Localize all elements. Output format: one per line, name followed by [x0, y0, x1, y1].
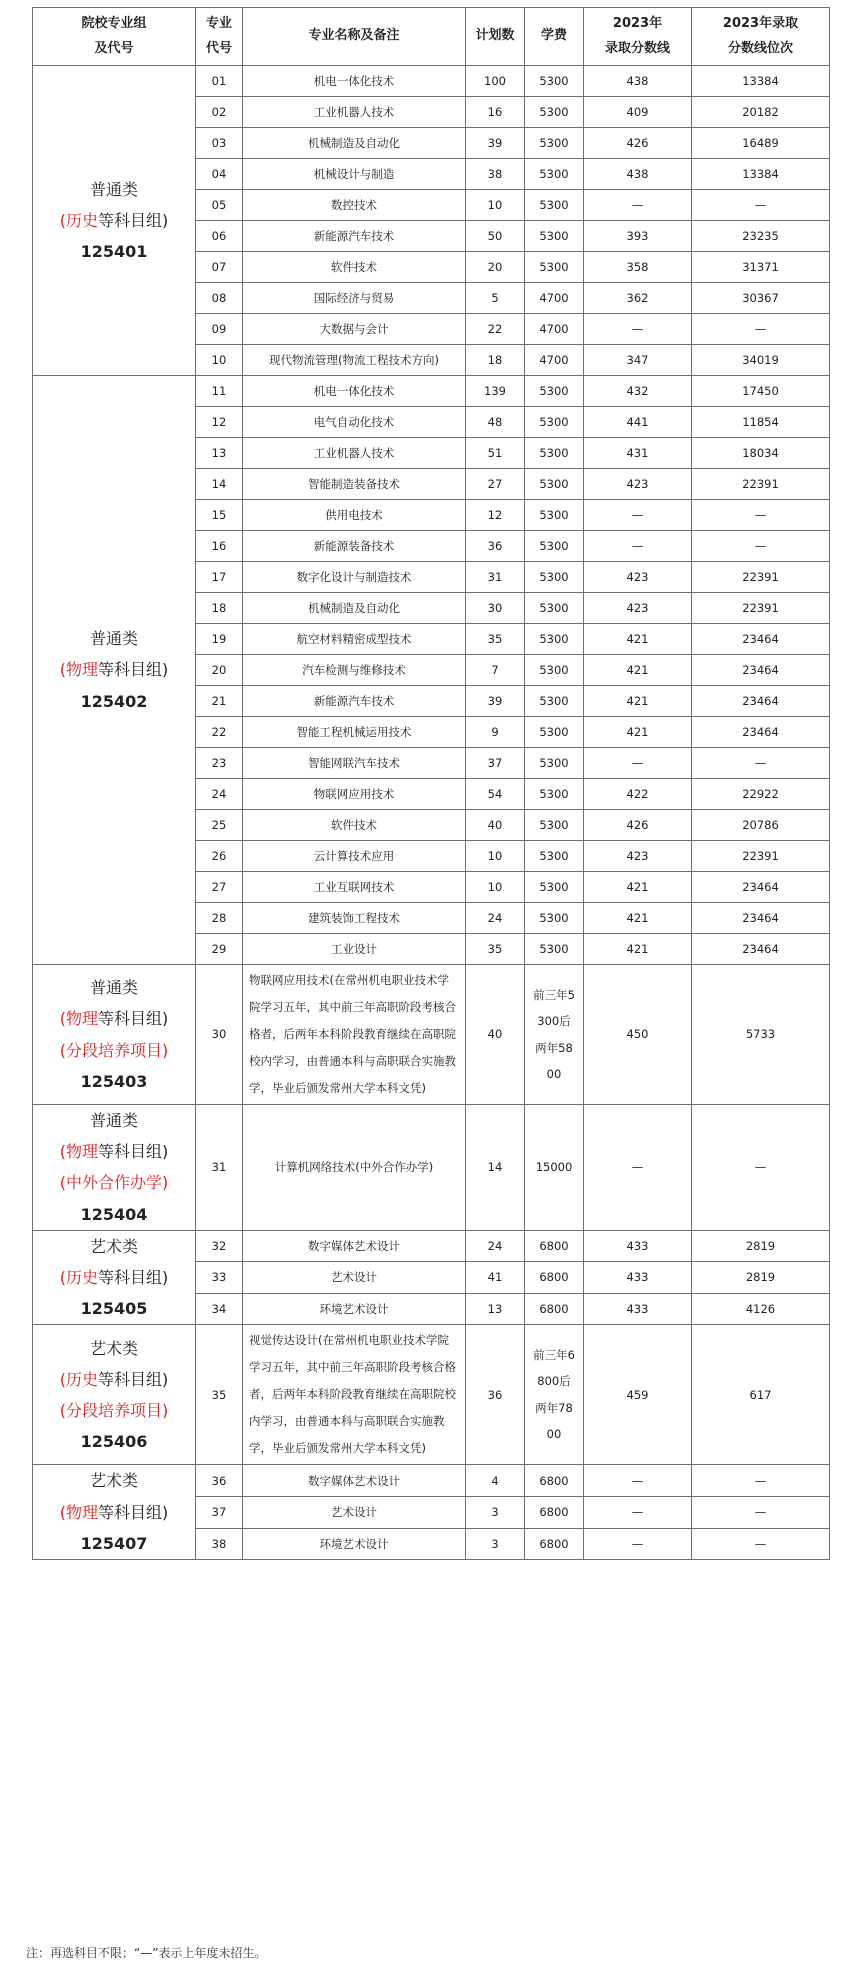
tuition: 5300 — [525, 655, 584, 686]
score-2023: — — [584, 1496, 692, 1528]
score-2023: 432 — [584, 376, 692, 407]
tuition: 6800 — [525, 1465, 584, 1497]
table-row — [33, 1465, 830, 1497]
group-subject — [35, 1364, 193, 1395]
plan-count: 38 — [466, 159, 525, 190]
plan-count: 39 — [466, 686, 525, 717]
rank-2023: 23464 — [692, 903, 830, 934]
rank-2023: 2819 — [692, 1230, 830, 1262]
score-2023: 433 — [584, 1230, 692, 1262]
plan-count: 9 — [466, 717, 525, 748]
rank-2023: 13384 — [692, 159, 830, 190]
major-name: 大数据与会计 — [243, 314, 466, 345]
rank-2023: — — [692, 314, 830, 345]
group-category: 普通类 — [89, 1111, 138, 1131]
major-name: 工业机器人技术 — [243, 97, 466, 128]
group-cell — [33, 1105, 196, 1231]
major-name: 机电一体化技术 — [243, 66, 466, 97]
major-code: 16 — [196, 531, 243, 562]
plan-count: 20 — [466, 252, 525, 283]
plan-count: 39 — [466, 128, 525, 159]
major-code: 17 — [196, 562, 243, 593]
plan-count: 10 — [466, 841, 525, 872]
tuition: 6800 — [525, 1262, 584, 1294]
tuition: 5300 — [525, 903, 584, 934]
group-extra: (中外合作办学) — [59, 1173, 169, 1193]
major-code: 28 — [196, 903, 243, 934]
score-2023: 421 — [584, 934, 692, 965]
group-cell — [33, 1465, 196, 1560]
tuition: 前三年6800后两年7800 — [525, 1325, 584, 1465]
major-name: 软件技术 — [243, 252, 466, 283]
rank-2023: — — [692, 531, 830, 562]
plan-count: 31 — [466, 562, 525, 593]
score-2023: 426 — [584, 810, 692, 841]
group-code: 125405 — [80, 1299, 148, 1319]
rank-2023: 23464 — [692, 717, 830, 748]
score-2023: 423 — [584, 469, 692, 500]
group-subject — [35, 1262, 193, 1293]
plan-count: 16 — [466, 97, 525, 128]
rank-2023: 13384 — [692, 66, 830, 97]
header-score: 2023年 录取分数线 — [584, 8, 692, 66]
header-group: 院校专业组 及代号 — [33, 8, 196, 66]
major-name: 数字媒体艺术设计 — [243, 1465, 466, 1497]
plan-count: 13 — [466, 1293, 525, 1325]
score-2023: 409 — [584, 97, 692, 128]
rank-2023: — — [692, 1528, 830, 1560]
table-row — [33, 1230, 830, 1262]
major-code: 24 — [196, 779, 243, 810]
group-category: 艺术类 — [89, 1471, 138, 1491]
tuition: 5300 — [525, 252, 584, 283]
table-row — [33, 1325, 830, 1465]
plan-count: 100 — [466, 66, 525, 97]
major-name: 新能源装备技术 — [243, 531, 466, 562]
tuition: 5300 — [525, 562, 584, 593]
rank-2023: 17450 — [692, 376, 830, 407]
plan-count: 24 — [466, 1230, 525, 1262]
group-category: 普通类 — [89, 978, 138, 998]
major-code: 33 — [196, 1262, 243, 1294]
plan-count: 37 — [466, 748, 525, 779]
plan-count: 48 — [466, 407, 525, 438]
group-subject-rest: 等科目组) — [98, 1369, 169, 1389]
table-row — [33, 965, 830, 1105]
group-subject-primary: (历史 — [59, 1268, 98, 1288]
score-2023: 426 — [584, 128, 692, 159]
tuition: 5300 — [525, 531, 584, 562]
score-2023: — — [584, 1465, 692, 1497]
rank-2023: 20182 — [692, 97, 830, 128]
plan-count: 139 — [466, 376, 525, 407]
major-code: 36 — [196, 1465, 243, 1497]
plan-count: 4 — [466, 1465, 525, 1497]
tuition: 5300 — [525, 128, 584, 159]
major-name: 新能源汽车技术 — [243, 686, 466, 717]
plan-count: 51 — [466, 438, 525, 469]
plan-count: 30 — [466, 593, 525, 624]
score-2023: 362 — [584, 283, 692, 314]
major-name: 供用电技术 — [243, 500, 466, 531]
group-subject — [35, 1497, 193, 1528]
score-2023: 421 — [584, 903, 692, 934]
rank-2023: 4126 — [692, 1293, 830, 1325]
rank-2023: 22391 — [692, 841, 830, 872]
major-code: 22 — [196, 717, 243, 748]
major-code: 30 — [196, 965, 243, 1105]
score-2023: — — [584, 1528, 692, 1560]
score-2023: 423 — [584, 593, 692, 624]
score-2023: — — [584, 190, 692, 221]
score-2023: 421 — [584, 872, 692, 903]
score-2023: 433 — [584, 1293, 692, 1325]
tuition: 5300 — [525, 686, 584, 717]
group-cell — [33, 965, 196, 1105]
table-row — [33, 1105, 830, 1231]
score-2023: 423 — [584, 841, 692, 872]
tuition: 6800 — [525, 1230, 584, 1262]
plan-count: 50 — [466, 221, 525, 252]
header-name: 专业名称及备注 — [243, 8, 466, 66]
header-rank: 2023年录取 分数线位次 — [692, 8, 830, 66]
plan-count: 10 — [466, 190, 525, 221]
major-code: 06 — [196, 221, 243, 252]
group-subject — [35, 205, 193, 236]
major-code: 11 — [196, 376, 243, 407]
plan-count: 36 — [466, 1325, 525, 1465]
major-name: 软件技术 — [243, 810, 466, 841]
plan-count: 14 — [466, 1105, 525, 1231]
score-2023: 422 — [584, 779, 692, 810]
rank-2023: 5733 — [692, 965, 830, 1105]
group-code: 125402 — [80, 691, 148, 711]
score-2023: — — [584, 748, 692, 779]
score-2023: 393 — [584, 221, 692, 252]
group-subject-primary: (历史 — [59, 210, 98, 230]
group-extra: (分段培养项目) — [59, 1040, 169, 1060]
group-category: 艺术类 — [89, 1338, 138, 1358]
rank-2023: — — [692, 500, 830, 531]
major-code: 29 — [196, 934, 243, 965]
major-code: 10 — [196, 345, 243, 376]
tuition: 4700 — [525, 314, 584, 345]
tuition: 5300 — [525, 221, 584, 252]
plan-count: 54 — [466, 779, 525, 810]
rank-2023: 22922 — [692, 779, 830, 810]
header-code: 专业 代号 — [196, 8, 243, 66]
group-subject — [35, 1003, 193, 1034]
score-2023: 423 — [584, 562, 692, 593]
plan-count: 41 — [466, 1262, 525, 1294]
admission-table — [32, 7, 830, 1560]
rank-2023: 22391 — [692, 469, 830, 500]
major-name: 国际经济与贸易 — [243, 283, 466, 314]
major-code: 04 — [196, 159, 243, 190]
rank-2023: 23464 — [692, 872, 830, 903]
major-name: 视觉传达设计(在常州机电职业技术学院学习五年，其中前三年高职阶段考核合格者，后两年本科阶段教育继续在高职院校内学习，由普通本科与高职联合实施教学，毕业后颁发常州大学本科文凭) — [243, 1325, 466, 1465]
group-subject-rest: 等科目组) — [98, 210, 169, 230]
rank-2023: 2819 — [692, 1262, 830, 1294]
score-2023: 431 — [584, 438, 692, 469]
major-name: 机械设计与制造 — [243, 159, 466, 190]
rank-2023: 30367 — [692, 283, 830, 314]
major-name: 工业互联网技术 — [243, 872, 466, 903]
tuition: 5300 — [525, 624, 584, 655]
rank-2023: — — [692, 748, 830, 779]
rank-2023: 34019 — [692, 345, 830, 376]
major-code: 37 — [196, 1496, 243, 1528]
group-cell — [33, 1230, 196, 1325]
rank-2023: — — [692, 190, 830, 221]
major-name: 计算机网络技术(中外合作办学) — [243, 1105, 466, 1231]
tuition: 5300 — [525, 810, 584, 841]
tuition: 5300 — [525, 593, 584, 624]
rank-2023: 22391 — [692, 562, 830, 593]
table-body — [33, 66, 830, 1560]
plan-count: 3 — [466, 1528, 525, 1560]
group-subject-rest: 等科目组) — [98, 1268, 169, 1288]
major-code: 23 — [196, 748, 243, 779]
tuition: 5300 — [525, 717, 584, 748]
tuition: 5300 — [525, 407, 584, 438]
tuition: 6800 — [525, 1293, 584, 1325]
header-row — [33, 8, 830, 66]
score-2023: 438 — [584, 159, 692, 190]
major-code: 18 — [196, 593, 243, 624]
major-name: 机械制造及自动化 — [243, 593, 466, 624]
rank-2023: 22391 — [692, 593, 830, 624]
group-extra: (分段培养项目) — [59, 1400, 169, 1420]
score-2023: 347 — [584, 345, 692, 376]
tuition: 4700 — [525, 283, 584, 314]
major-name: 智能网联汽车技术 — [243, 748, 466, 779]
plan-count: 12 — [466, 500, 525, 531]
plan-count: 22 — [466, 314, 525, 345]
plan-count: 27 — [466, 469, 525, 500]
tuition: 6800 — [525, 1496, 584, 1528]
group-subject-rest: 等科目组) — [98, 660, 169, 680]
header-plan: 计划数 — [466, 8, 525, 66]
major-code: 38 — [196, 1528, 243, 1560]
group-code: 125407 — [80, 1533, 148, 1553]
major-code: 31 — [196, 1105, 243, 1231]
tuition: 5300 — [525, 934, 584, 965]
tuition: 6800 — [525, 1528, 584, 1560]
tuition: 5300 — [525, 66, 584, 97]
group-subject-primary: (历史 — [59, 1369, 98, 1389]
tuition: 5300 — [525, 779, 584, 810]
major-name: 工业机器人技术 — [243, 438, 466, 469]
rank-2023: 23464 — [692, 655, 830, 686]
rank-2023: 23464 — [692, 686, 830, 717]
tuition: 15000 — [525, 1105, 584, 1231]
group-cell — [33, 66, 196, 376]
footnote: 注：再选科目不限；“—”表示上年度未招生。 — [26, 1946, 267, 1960]
major-code: 21 — [196, 686, 243, 717]
group-subject — [35, 1136, 193, 1167]
plan-count: 10 — [466, 872, 525, 903]
admission-table-wrapper — [32, 7, 829, 1560]
table-row — [33, 376, 830, 407]
plan-count: 5 — [466, 283, 525, 314]
score-2023: — — [584, 531, 692, 562]
tuition: 5300 — [525, 159, 584, 190]
rank-2023: — — [692, 1465, 830, 1497]
major-name: 新能源汽车技术 — [243, 221, 466, 252]
plan-count: 35 — [466, 934, 525, 965]
major-code: 35 — [196, 1325, 243, 1465]
major-name: 环境艺术设计 — [243, 1528, 466, 1560]
score-2023: 358 — [584, 252, 692, 283]
plan-count: 40 — [466, 810, 525, 841]
score-2023: 421 — [584, 655, 692, 686]
rank-2023: 23235 — [692, 221, 830, 252]
major-code: 07 — [196, 252, 243, 283]
major-code: 03 — [196, 128, 243, 159]
group-category: 普通类 — [89, 179, 138, 199]
tuition: 4700 — [525, 345, 584, 376]
group-subject-primary: (物理 — [59, 1142, 98, 1162]
major-code: 26 — [196, 841, 243, 872]
major-code: 09 — [196, 314, 243, 345]
major-code: 01 — [196, 66, 243, 97]
tuition: 5300 — [525, 438, 584, 469]
major-name: 智能工程机械运用技术 — [243, 717, 466, 748]
rank-2023: — — [692, 1496, 830, 1528]
score-2023: 438 — [584, 66, 692, 97]
major-code: 02 — [196, 97, 243, 128]
score-2023: 421 — [584, 624, 692, 655]
group-subject-rest: 等科目组) — [98, 1502, 169, 1522]
major-name: 工业设计 — [243, 934, 466, 965]
score-2023: — — [584, 500, 692, 531]
major-name: 物联网应用技术 — [243, 779, 466, 810]
rank-2023: 23464 — [692, 624, 830, 655]
group-category: 普通类 — [89, 629, 138, 649]
rank-2023: 31371 — [692, 252, 830, 283]
plan-count: 24 — [466, 903, 525, 934]
group-category: 艺术类 — [89, 1236, 138, 1256]
header-fee: 学费 — [525, 8, 584, 66]
group-subject-primary: (物理 — [59, 1502, 98, 1522]
score-2023: 421 — [584, 717, 692, 748]
major-code: 14 — [196, 469, 243, 500]
rank-2023: 11854 — [692, 407, 830, 438]
major-name: 数控技术 — [243, 190, 466, 221]
score-2023: 421 — [584, 686, 692, 717]
tuition: 前三年5300后两年5800 — [525, 965, 584, 1105]
group-subject-primary: (物理 — [59, 1009, 98, 1029]
major-code: 05 — [196, 190, 243, 221]
plan-count: 18 — [466, 345, 525, 376]
tuition: 5300 — [525, 748, 584, 779]
rank-2023: 23464 — [692, 934, 830, 965]
major-name: 机电一体化技术 — [243, 376, 466, 407]
rank-2023: 18034 — [692, 438, 830, 469]
score-2023: 441 — [584, 407, 692, 438]
major-code: 12 — [196, 407, 243, 438]
group-subject — [35, 654, 193, 685]
plan-count: 36 — [466, 531, 525, 562]
major-name: 航空材料精密成型技术 — [243, 624, 466, 655]
major-code: 08 — [196, 283, 243, 314]
major-name: 机械制造及自动化 — [243, 128, 466, 159]
major-code: 32 — [196, 1230, 243, 1262]
major-code: 27 — [196, 872, 243, 903]
group-cell — [33, 376, 196, 965]
major-code: 34 — [196, 1293, 243, 1325]
tuition: 5300 — [525, 841, 584, 872]
rank-2023: 16489 — [692, 128, 830, 159]
table-row — [33, 66, 830, 97]
major-code: 19 — [196, 624, 243, 655]
major-name: 环境艺术设计 — [243, 1293, 466, 1325]
tuition: 5300 — [525, 376, 584, 407]
plan-count: 35 — [466, 624, 525, 655]
score-2023: 450 — [584, 965, 692, 1105]
rank-2023: 617 — [692, 1325, 830, 1465]
plan-count: 7 — [466, 655, 525, 686]
group-subject-primary: (物理 — [59, 660, 98, 680]
group-code: 125401 — [80, 242, 148, 262]
score-2023: — — [584, 1105, 692, 1231]
major-name: 物联网应用技术(在常州机电职业技术学院学习五年，其中前三年高职阶段考核合格者，后两年本科阶段教育继续在高职院校内学习，由普通本科与高职联合实施教学，毕业后颁发常州大学本科文凭) — [243, 965, 466, 1105]
major-name: 艺术设计 — [243, 1262, 466, 1294]
group-code: 125406 — [80, 1432, 148, 1452]
major-name: 数字化设计与制造技术 — [243, 562, 466, 593]
group-cell — [33, 1325, 196, 1465]
score-2023: — — [584, 314, 692, 345]
rank-2023: — — [692, 1105, 830, 1231]
group-subject-rest: 等科目组) — [98, 1009, 169, 1029]
rank-2023: 20786 — [692, 810, 830, 841]
major-code: 20 — [196, 655, 243, 686]
major-name: 艺术设计 — [243, 1496, 466, 1528]
major-name: 云计算技术应用 — [243, 841, 466, 872]
major-code: 15 — [196, 500, 243, 531]
score-2023: 459 — [584, 1325, 692, 1465]
plan-count: 3 — [466, 1496, 525, 1528]
group-code: 125404 — [80, 1204, 148, 1224]
major-code: 13 — [196, 438, 243, 469]
tuition: 5300 — [525, 97, 584, 128]
score-2023: 433 — [584, 1262, 692, 1294]
group-subject-rest: 等科目组) — [98, 1142, 169, 1162]
major-name: 数字媒体艺术设计 — [243, 1230, 466, 1262]
major-name: 汽车检测与维修技术 — [243, 655, 466, 686]
major-name: 智能制造装备技术 — [243, 469, 466, 500]
tuition: 5300 — [525, 469, 584, 500]
major-name: 现代物流管理(物流工程技术方向) — [243, 345, 466, 376]
major-code: 25 — [196, 810, 243, 841]
tuition: 5300 — [525, 190, 584, 221]
major-name: 电气自动化技术 — [243, 407, 466, 438]
tuition: 5300 — [525, 500, 584, 531]
tuition: 5300 — [525, 872, 584, 903]
major-name: 建筑装饰工程技术 — [243, 903, 466, 934]
plan-count: 40 — [466, 965, 525, 1105]
group-code: 125403 — [80, 1071, 148, 1091]
